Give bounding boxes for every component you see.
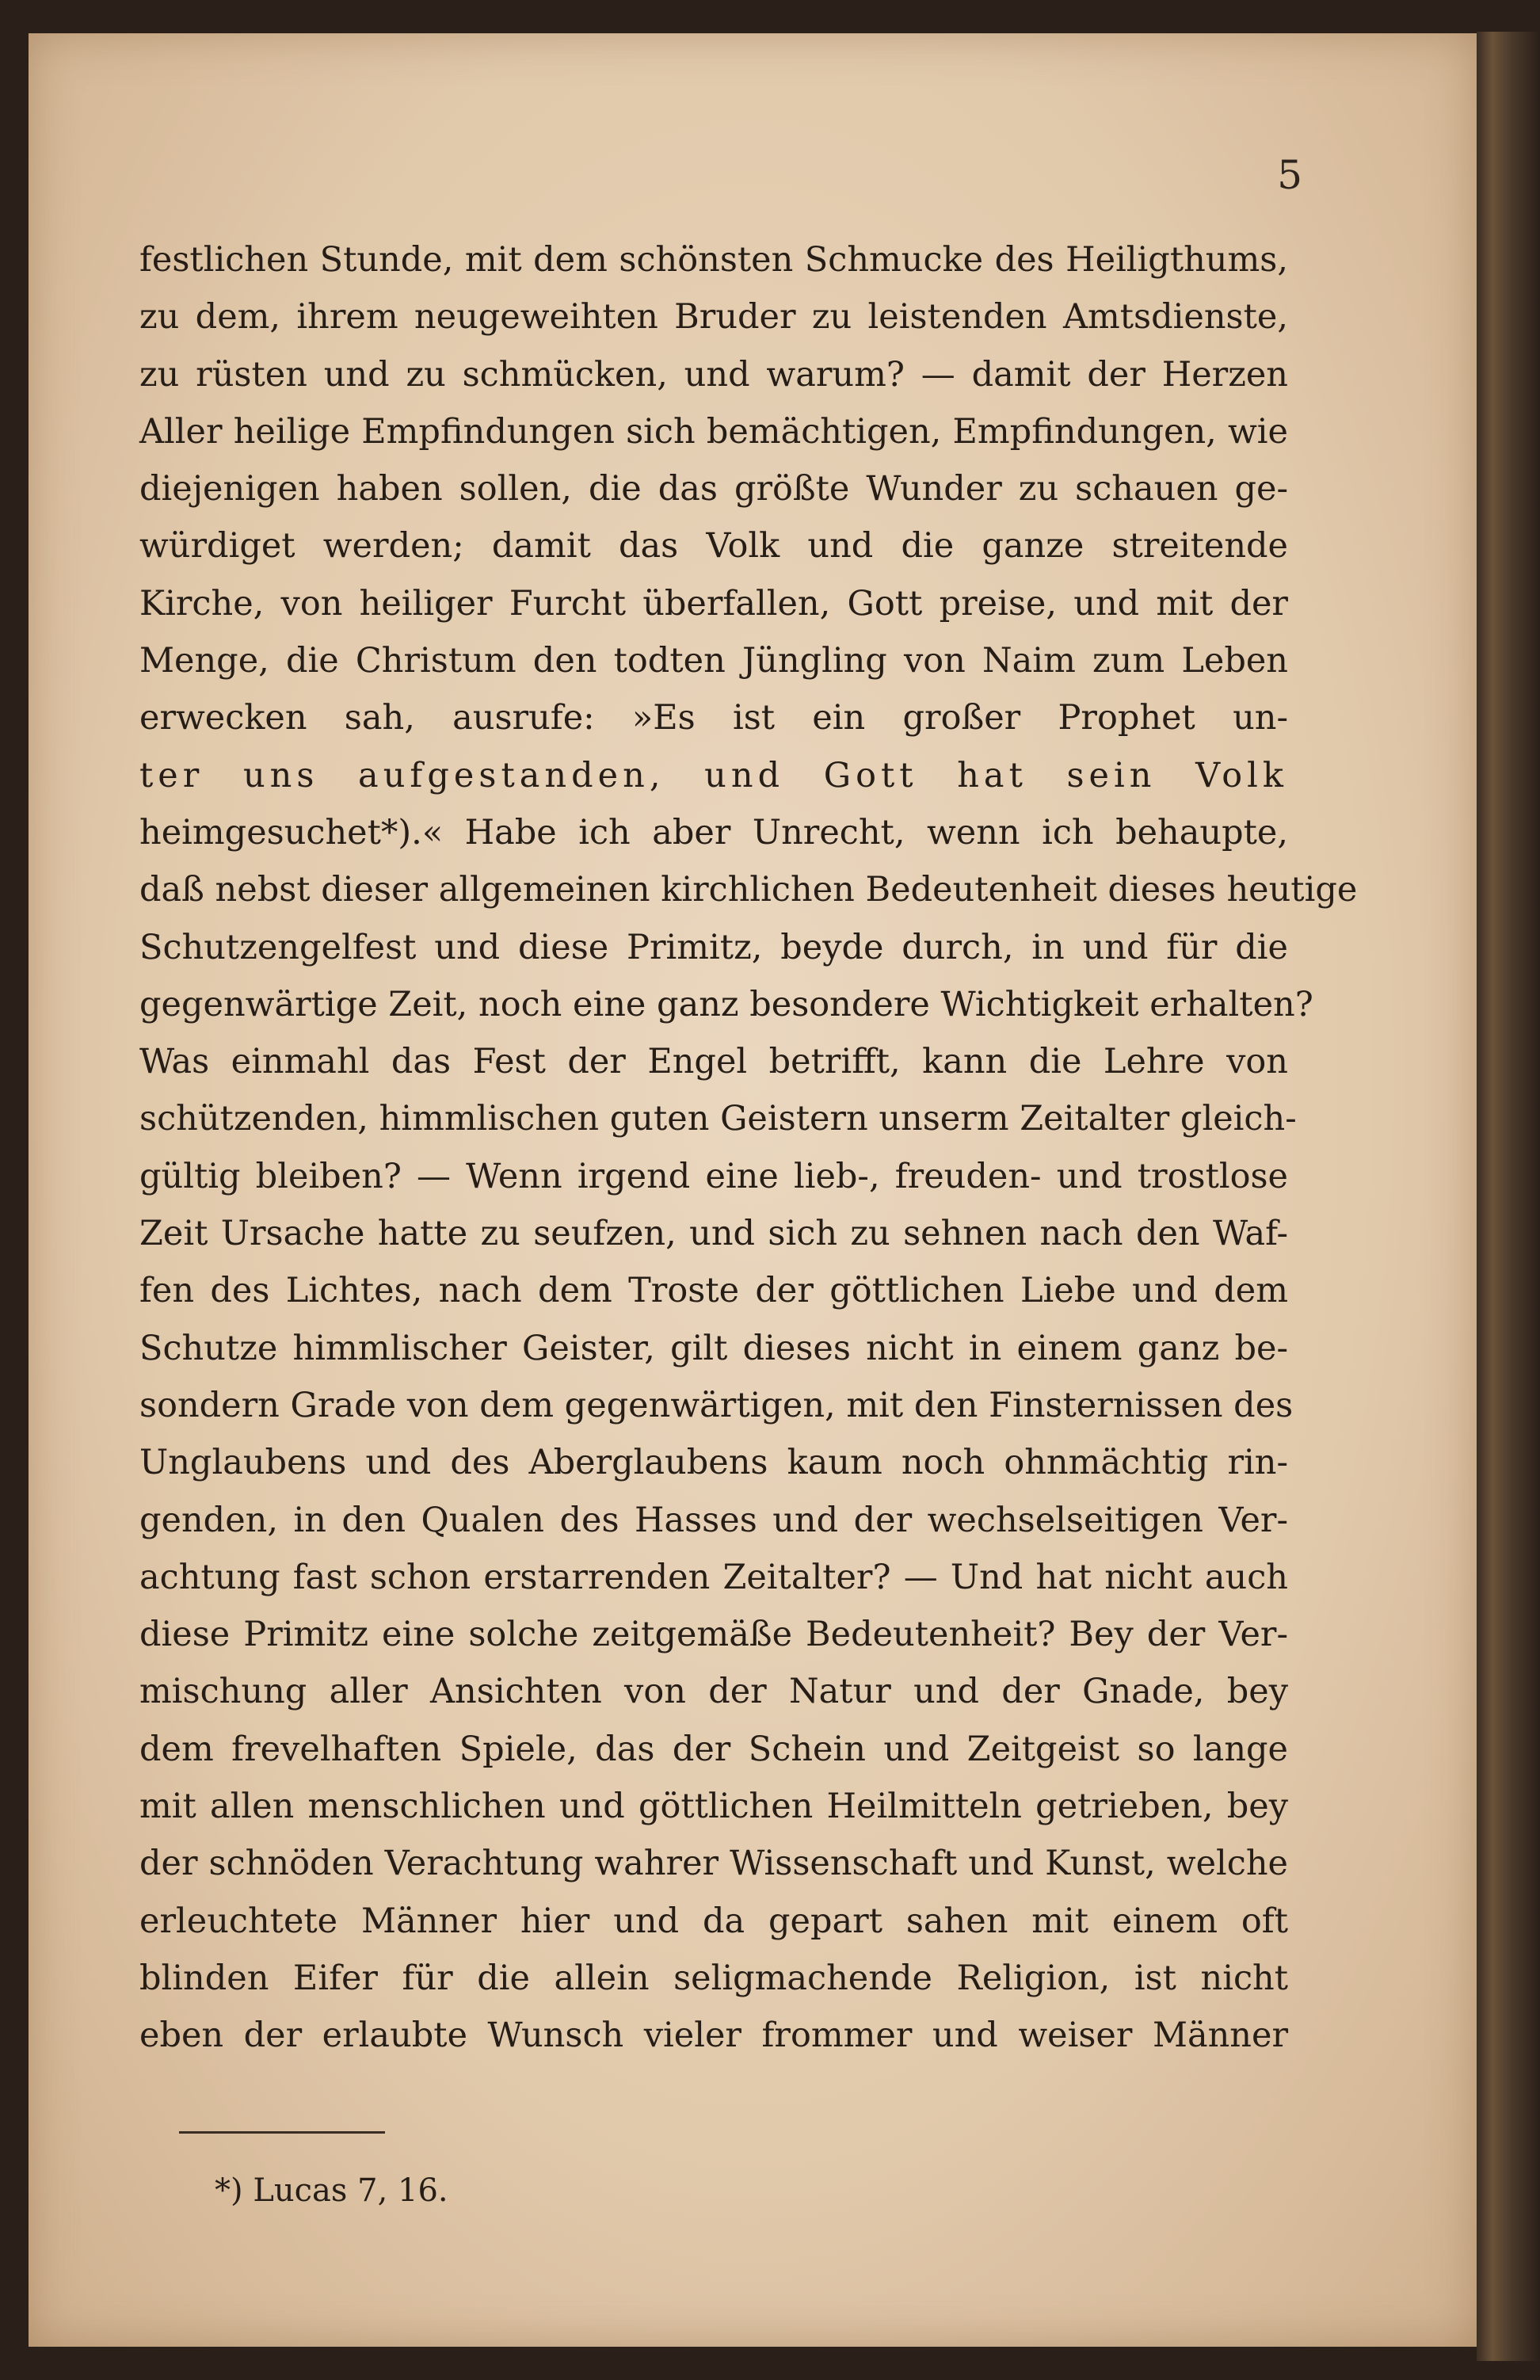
text-line: diejenigen haben sollen, die das größte Wunder zu schauen ge-	[139, 469, 1288, 509]
text-line: mit allen menschlichen und göttlichen Heilmitteln getrieben, bey	[139, 1787, 1288, 1827]
text-line: diese Primitz eine solche zeitgemäße Bedeutenheit? Bey der Ver-	[139, 1615, 1288, 1655]
text-line: erleuchtete Männer hier und da gepart sahen mit einem oft	[139, 1901, 1288, 1941]
text-line: Zeit Ursache hatte zu seufzen, und sich zu sehnen nach den Waf-	[139, 1214, 1288, 1254]
footnote: *) Lucas 7, 16.	[215, 2172, 448, 2209]
text-line: Kirche, von heiliger Furcht überfallen, Gott preise, und mit der	[139, 583, 1288, 624]
text-line: mischung aller Ansichten von der Natur und der Gnade, bey	[139, 1672, 1288, 1712]
text-line: schützenden, himmlischen guten Geistern unserm Zeitalter gleich-	[139, 1099, 1297, 1139]
text-line: blinden Eifer für die allein seligmachende Religion, ist nicht	[139, 1958, 1288, 1998]
body-text	[139, 231, 1358, 2065]
text-line: sondern Grade von dem gegenwärtigen, mit den Finsternissen des	[139, 1385, 1294, 1425]
page-number: 5	[1277, 152, 1302, 198]
text-line: erwecken sah, ausrufe: »Es ist ein großer Prophet un-	[139, 698, 1288, 738]
text-line: eben der erlaubte Wunsch vieler frommer und weiser Männer	[139, 2016, 1288, 2056]
text-line: Schutzengelfest und diese Primitz, beyde durch, in und für die	[139, 927, 1288, 967]
text-line: zu dem, ihrem neugeweihten Bruder zu leistenden Amtsdienste,	[139, 297, 1288, 338]
footnote-rule	[179, 2131, 385, 2134]
text-line: Menge, die Christum den todten Jüngling von Naim zum Leben	[139, 641, 1288, 681]
text-line: würdiget werden; damit das Volk und die ganze streitende	[139, 526, 1288, 566]
text-line: gültig bleiben? — Wenn irgend eine lieb-, freuden- und trostlose	[139, 1156, 1288, 1196]
text-line: achtung fast schon erstarrenden Zeitalter? — Und hat nicht auch	[139, 1557, 1288, 1597]
text-line: Aller heilige Empfindungen sich bemächtigen, Empfindungen, wie	[139, 411, 1288, 452]
text-line: festlichen Stunde, mit dem schönsten Schmucke des Heiligthums,	[139, 240, 1288, 280]
text-line-spaced: ter uns aufgestanden, und Gott hat sein Volk	[139, 755, 1288, 795]
text-line: heimgesuchet*).« Habe ich aber Unrecht, wenn ich behaupte,	[139, 812, 1288, 852]
text-line: zu rüsten und zu schmücken, und warum? — damit der Herzen	[139, 354, 1288, 395]
text-line: der schnöden Verachtung wahrer Wissenschaft und Kunst, welche	[139, 1844, 1288, 1884]
text-line: dem frevelhaften Spiele, das der Schein und Zeitgeist so lange	[139, 1729, 1288, 1769]
text-line: Schutze himmlischer Geister, gilt dieses nicht in einem ganz be-	[139, 1328, 1288, 1368]
text-line: Was einmahl das Fest der Engel betrifft, kann die Lehre von	[139, 1042, 1288, 1082]
text-line: Unglaubens und des Aberglaubens kaum noch ohnmächtig rin-	[139, 1443, 1288, 1483]
book-edge	[1477, 32, 1540, 2361]
text-line: gegenwärtige Zeit, noch eine ganz besondere Wichtigkeit erhalten?	[139, 984, 1313, 1024]
book-page	[29, 33, 1477, 2347]
text-line: daß nebst dieser allgemeinen kirchlichen Bedeutenheit dieses heutige	[139, 870, 1358, 910]
text-line: fen des Lichtes, nach dem Troste der göttlichen Liebe und dem	[139, 1271, 1288, 1311]
text-line: genden, in den Qualen des Hasses und der wechselseitigen Ver-	[139, 1500, 1288, 1540]
